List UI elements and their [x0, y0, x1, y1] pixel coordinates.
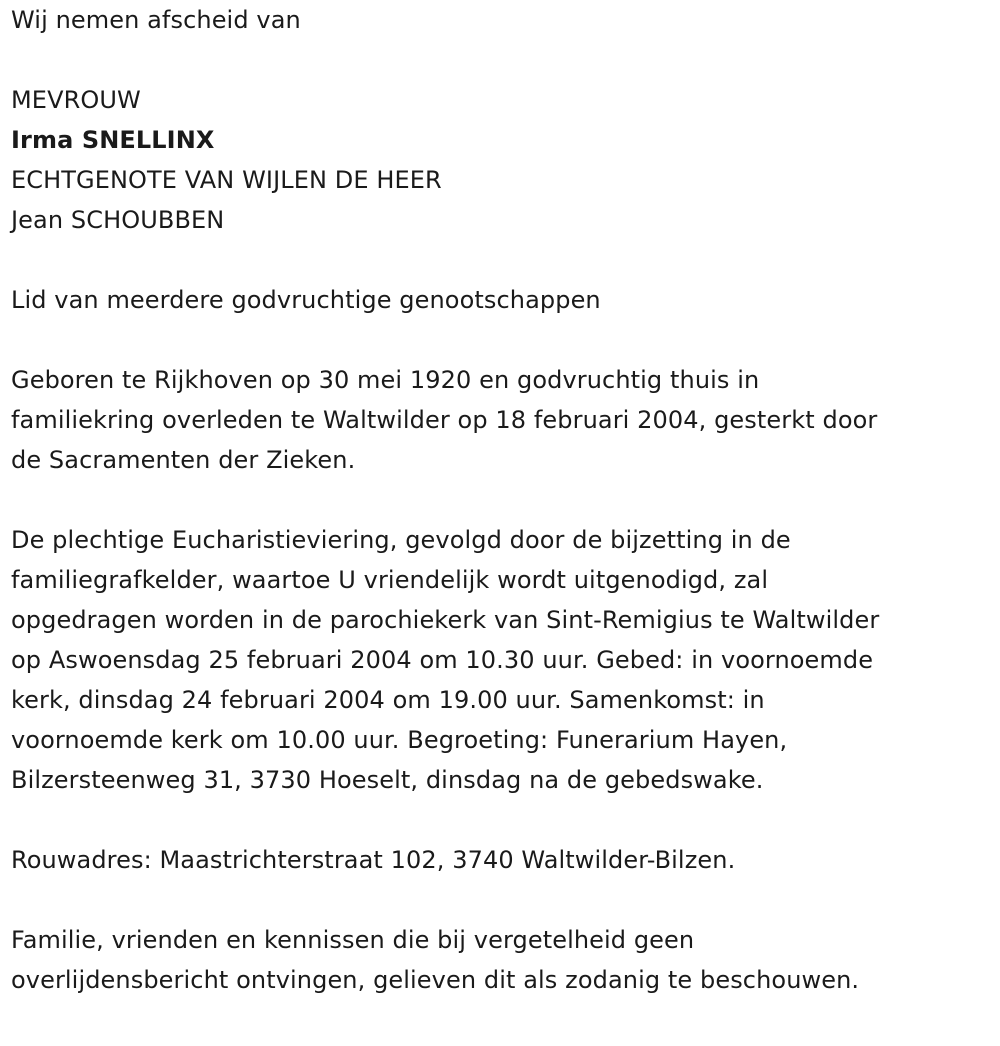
- paragraph-line: familiegrafkelder, waartoe U vriendelijk wordt uitgenodigd, zal: [11, 566, 769, 594]
- honorific-title: MEVROUW: [11, 86, 141, 114]
- paragraph-line: de Sacramenten der Zieken.: [11, 446, 356, 474]
- relation-text: ECHTGENOTE VAN WIJLEN DE HEER: [11, 166, 442, 194]
- paragraph-line: kerk, dinsdag 24 februari 2004 om 19.00 uur. Samenkomst: in: [11, 686, 765, 714]
- paragraph-line: De plechtige Eucharistieviering, gevolgd door de bijzetting in de: [11, 526, 791, 554]
- paragraph-line: familiekring overleden te Waltwilder op 18 februari 2004, gesterkt door: [11, 406, 878, 434]
- membership-text: Lid van meerdere godvruchtige genootschappen: [11, 286, 601, 314]
- closing-paragraph: [11, 920, 986, 1000]
- paragraph-line: Geboren te Rijkhoven op 30 mei 1920 en godvruchtig thuis in: [11, 366, 760, 394]
- paragraph-line: op Aswoensdag 25 februari 2004 om 10.30 uur. Gebed: in voornoemde: [11, 646, 874, 674]
- spacer: [11, 800, 986, 840]
- spacer: [11, 480, 986, 520]
- spacer: [11, 320, 986, 360]
- ceremony-paragraph: [11, 520, 986, 800]
- mourning-address: Rouwadres: Maastrichterstraat 102, 3740 Waltwilder-Bilzen.: [11, 846, 736, 874]
- spacer: [11, 240, 986, 280]
- paragraph-line: Bilzersteenweg 31, 3730 Hoeselt, dinsdag na de gebedswake.: [11, 766, 764, 794]
- intro-text: Wij nemen afscheid van: [11, 6, 301, 34]
- deceased-name: Irma SNELLINX: [11, 126, 215, 154]
- paragraph-line: opgedragen worden in de parochiekerk van Sint-Remigius te Waltwilder: [11, 606, 880, 634]
- spacer: [11, 40, 986, 80]
- spacer: [11, 880, 986, 920]
- birth-death-paragraph: [11, 360, 986, 480]
- paragraph-line: voornoemde kerk om 10.00 uur. Begroeting: Funerarium Hayen,: [11, 726, 788, 754]
- paragraph-line: Familie, vrienden en kennissen die bij vergetelheid geen: [11, 926, 695, 954]
- obituary-document: [11, 0, 986, 1000]
- paragraph-line: overlijdensbericht ontvingen, gelieven dit als zodanig te beschouwen.: [11, 966, 860, 994]
- spouse-name: Jean SCHOUBBEN: [11, 206, 225, 234]
